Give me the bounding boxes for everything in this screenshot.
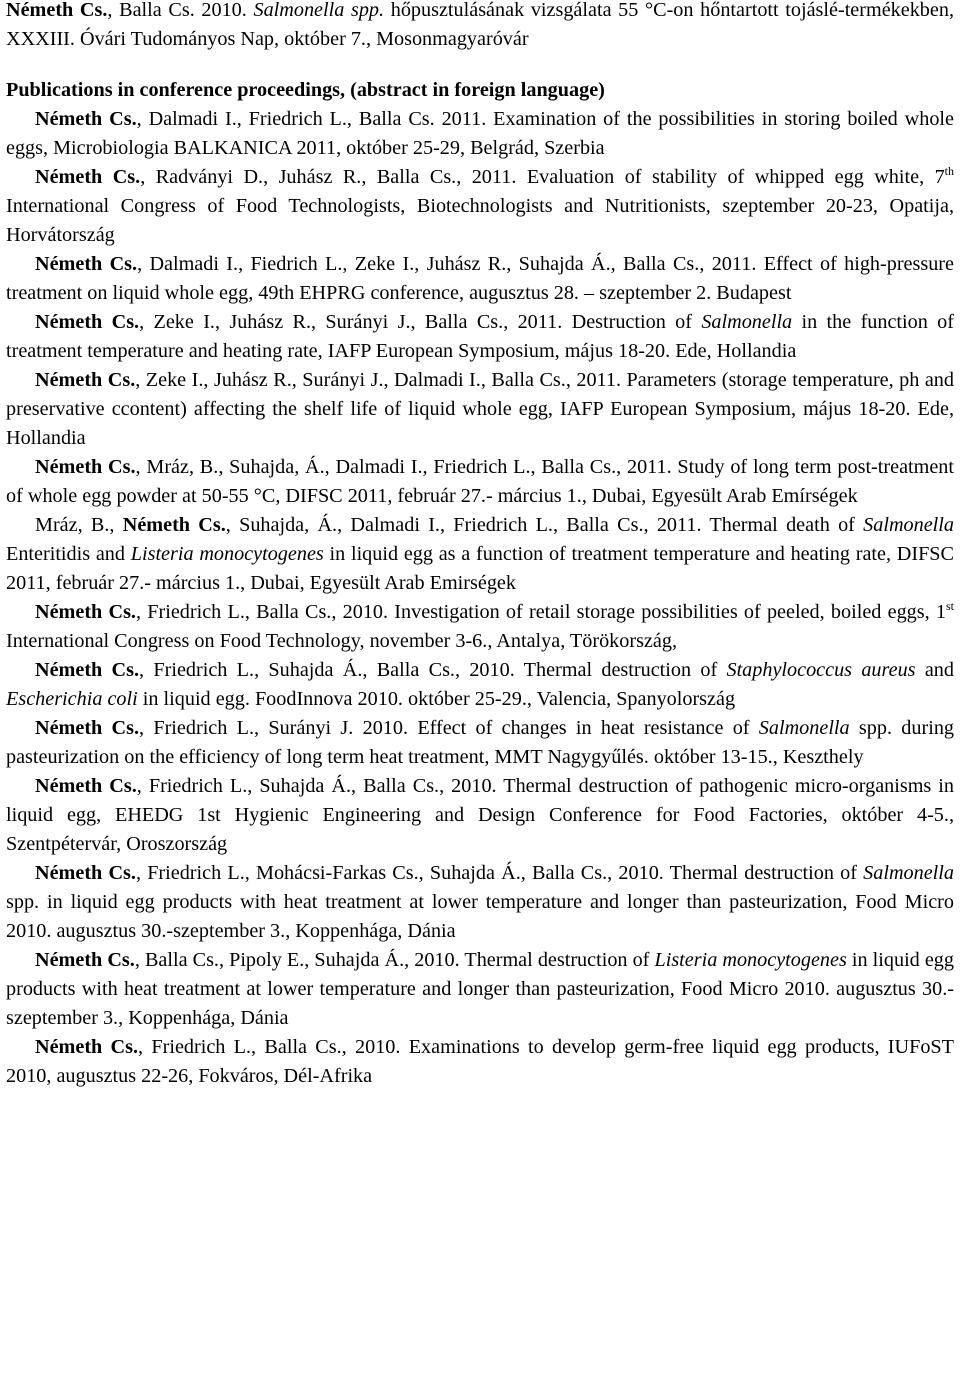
ordinal-suffix: th <box>944 164 955 178</box>
entry-author: Németh Cs. <box>35 717 140 739</box>
entry-author: Németh Cs. <box>122 514 226 536</box>
entry-text: Enteritidis and <box>6 543 131 565</box>
entry-text: in liquid egg. FoodInnova 2010. október 25-29., Valencia, Spanyolország <box>137 688 736 710</box>
entry-text: , Radványi D., Juhász R., Balla Cs., 2011. Evaluation of stability of whipped egg white, 7 <box>140 166 945 188</box>
publication-entry <box>6 250 954 308</box>
entry-text: spp. in liquid egg products with heat treatment at lower temperature and longer than pasteurization, Food Micro 2010. augusztus 30.-szeptember 3., Koppenhága, Dánia <box>6 891 954 942</box>
entry-text: , Friedrich L., Suhajda Á., Balla Cs., 2010. Thermal destruction of <box>139 659 727 681</box>
ordinal-suffix: st <box>945 599 954 613</box>
entry-author: Németh Cs. <box>35 253 138 275</box>
publication-entry <box>6 163 954 250</box>
species-name: Listeria monocytogenes <box>130 543 324 565</box>
publication-entry <box>6 946 954 1033</box>
species-name: Listeria monocytogenes <box>654 949 847 971</box>
entry-text: , Mráz, B., Suhajda, Á., Dalmadi I., Friedrich L., Balla Cs., 2011. Study of long term post-treatment of whole egg powder at 50-55 °C, DIFSC 2011, február 27.- március 1., Dubai, Egyesült Arab Emírségek <box>6 456 954 507</box>
publication-entry <box>6 656 954 714</box>
publication-entry <box>6 453 954 511</box>
entry-text: , Friedrich L., Mohácsi-Farkas Cs., Suhajda Á., Balla Cs., 2010. Thermal destruction of <box>135 862 864 884</box>
entry-author: Németh Cs. <box>35 949 135 971</box>
entry-text: and <box>915 659 954 681</box>
publication-entry <box>6 714 954 772</box>
species-name: Salmonella <box>863 514 954 536</box>
entry-author: Németh Cs. <box>35 862 136 884</box>
publication-entry <box>6 105 954 163</box>
publication-entry <box>6 511 954 598</box>
entry-text: in the function of treatment temperature and heating rate, IAFP European Symposium, május 18-20. Ede, Hollandia <box>6 311 955 362</box>
entry-author: Németh Cs. <box>35 1036 139 1058</box>
publication-entry <box>6 859 954 946</box>
species-name: Salmonella spp. <box>253 0 385 21</box>
publication-entry <box>6 366 954 453</box>
entry-text: International Congress on Food Technology, november 3-6., Antalya, Törökország, <box>6 630 677 652</box>
entry-author: Németh Cs. <box>35 601 136 623</box>
entry-text: , Balla Cs., Pipoly E., Suhajda Á., 2010. Thermal destruction of <box>134 949 655 971</box>
species-name: Staphylococcus aureus <box>726 659 916 681</box>
entry-lead-author: Mráz, B., <box>35 514 123 536</box>
entry-author: Németh Cs. <box>6 0 108 21</box>
entry-text: in liquid egg products with heat treatment at lower temperature and longer than pasteurization, Food Micro 2010. augusztus 30.-szeptember 3., Koppenhága, Dánia <box>6 949 954 1029</box>
entry-author: Németh Cs. <box>35 311 140 333</box>
species-name: Salmonella <box>701 311 793 333</box>
entry-author: Németh Cs. <box>35 166 141 188</box>
entry-text: International Congress of Food Technologists, Biotechnologists and Nutritionists, szeptember 20-23, Opatija, Horvátország <box>6 195 954 246</box>
entry-text: in liquid egg as a function of treatment temperature and heating rate, DIFSC 2011, február 27.- március 1., Dubai, Egyesült Arab Emirségek <box>6 543 954 594</box>
entry-author: Németh Cs. <box>35 456 136 478</box>
publication-entry <box>6 772 954 859</box>
entry-text: , Zeke I., Juhász R., Surányi J., Dalmadi I., Balla Cs., 2011. Parameters (storage temperature, ph and preservative ccontent) affecting the shelf life of liquid whole egg, IAFP European Symposium, május 18-20. Ede, Hollandia <box>6 369 954 449</box>
entry-text: , Zeke I., Juhász R., Surányi J., Balla Cs., 2011. Destruction of <box>139 311 702 333</box>
species-name: Escherichia coli <box>6 688 138 710</box>
entry-author: Németh Cs. <box>35 108 137 130</box>
entry-text: , Dalmadi I., Friedrich L., Balla Cs. 2011. Examination of the possibilities in storing boiled whole eggs, Microbiologia BALKANICA 2011, október 25-29, Belgrád, Szerbia <box>6 108 954 159</box>
publication-entry <box>6 308 954 366</box>
entry-text: , Friedrich L., Balla Cs., 2010. Investigation of retail storage possibilities of peeled, boiled eggs, 1 <box>135 601 946 623</box>
entry-text: , Balla Cs. 2010. <box>107 0 254 21</box>
section-heading: Publications in conference proceedings, (abstract in foreign language) <box>6 79 605 101</box>
entry-author: Németh Cs. <box>35 369 136 391</box>
entry-author: Németh Cs. <box>35 659 140 681</box>
entry-text: hőpusztulásának vizsgálata 55 °C-on hőntartott tojáslé-termékekben, XXXIII. Óvári Tudományos Nap, október 7., Mosonmagyaróvár <box>6 0 954 50</box>
entry-text: , Dalmadi I., Fiedrich L., Zeke I., Juhász R., Suhajda Á., Balla Cs., 2011. Effect of high-pressure treatment on liquid whole egg, 49th EHPRG conference, augusztus 28. – szeptember 2. Budapest <box>6 253 954 304</box>
entry-author: Németh Cs. <box>35 775 137 797</box>
species-name: Salmonella <box>758 717 850 739</box>
publication-entry <box>6 598 954 656</box>
species-name: Salmonella <box>863 862 954 884</box>
entry-text: , Friedrich L., Suhajda Á., Balla Cs., 2010. Thermal destruction of pathogenic micro-organisms in liquid egg, EHEDG 1st Hygienic Engineering and Design Conference for Food Factories, október 4-5., Szentpétervár, Oroszország <box>6 775 954 855</box>
entry-text: spp. during pasteurization on the efficiency of long term heat treatment, MMT Nagygyűlés. október 13-15., Keszthely <box>6 717 954 768</box>
entry-text: , Friedrich L., Balla Cs., 2010. Examinations to develop germ-free liquid egg products, IUFoST 2010, augusztus 22-26, Fokváros, Dél-Afrika <box>6 1036 954 1087</box>
publication-entry <box>6 1033 954 1091</box>
entry-text: , Suhajda, Á., Dalmadi I., Friedrich L., Balla Cs., 2011. Thermal death of <box>225 514 864 536</box>
top-entry <box>6 0 954 54</box>
entry-text: , Friedrich L., Surányi J. 2010. Effect of changes in heat resistance of <box>139 717 759 739</box>
